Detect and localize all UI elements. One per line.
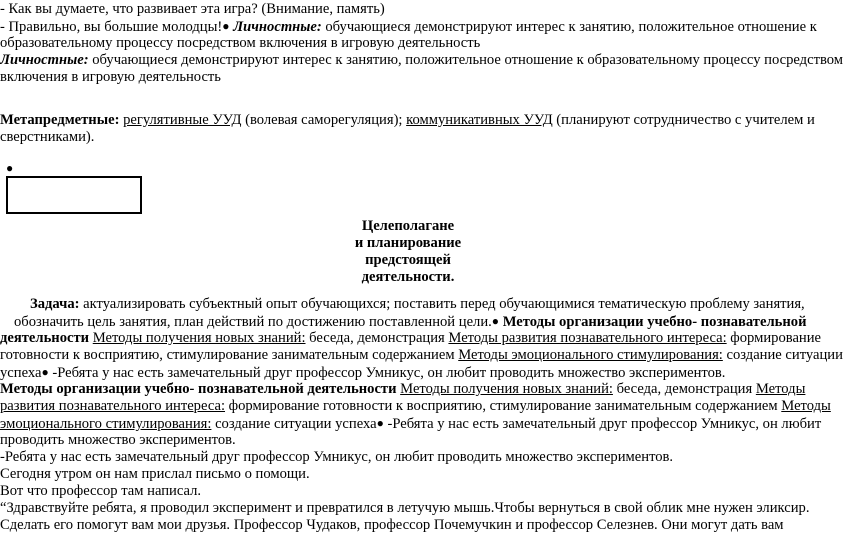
methods-emotional: Методы эмоционального стимулирования: [458,347,723,363]
methods-heading: Методы организации учебно- познавательной [499,314,807,330]
methods-interest: Методы развития познавательного интереса: [448,330,727,346]
methods-text: формирование готовности к восприятию, стимулирование занимательным содержанием [225,398,782,414]
text-line [0,330,821,347]
text-line [0,449,673,466]
communicative-note: (планируют сотрудничество с учителем и [552,112,815,128]
text-line [30,296,805,313]
section-title-line: деятельности. [361,269,455,285]
methods-text: беседа, демонстрация [612,381,756,397]
dialogue-text: проводить множество экспериментов. [0,432,236,448]
methods-text: создание ситуации [722,347,843,363]
text-line [0,517,784,534]
bullet-icon: ● [41,365,49,379]
text-line [0,381,805,398]
section-title-line: Целеполагане [361,218,455,234]
text-line [0,415,821,433]
text-line [0,35,480,52]
dialogue-text: -Ребята у нас есть замечательный друг профессор Умникус, он любит проводить множество экспериментов. [0,449,674,465]
task-heading: Задача: [30,296,80,312]
methods-text: успеха [0,365,42,381]
methods-heading: Методы организации учебно- познавательной деятельности [0,381,397,397]
bullet-icon: ● [222,19,230,33]
section-title-line: предстоящей [365,252,451,268]
bullet-icon: ● [491,314,500,328]
bullet-icon: ● [6,161,14,175]
personal-text: обучающиеся демонстрируют интерес к занятию, положительное отношение к [321,19,817,35]
methods-text: формирование [726,330,822,346]
methods-emotional: эмоционального стимулирования: [0,416,212,432]
methods-emotional: Методы [781,398,831,414]
text-line [0,129,94,146]
task-text: актуализировать субъектный опыт обучающихся; поставить перед обучающимися тематическую проблему занятия, [79,296,805,312]
methods-text: создание ситуации успеха [211,416,377,432]
text-line [0,1,385,18]
text-line [0,364,725,382]
personal-text: обучающиеся демонстрируют интерес к занятию, положительное отношение к образовательному процессу посредством [88,52,843,68]
methods-new-knowledge: Методы получения новых знаний: [92,330,306,346]
personal-text-cont: включения в игровую деятельность [0,69,221,85]
dialogue-text: Вот что профессор там написал. [0,483,202,499]
task-text: обозначить цель занятия, план действий по достижению поставленной цели. [14,314,492,330]
dialogue-text: -Ребята у нас есть замечательный друг профессор Умникус, он любит проводить множество экспериментов. [48,365,726,381]
methods-interest: развития познавательного интереса: [0,398,226,414]
methods-text: беседа, демонстрация [305,330,449,346]
personal-heading: Личностные: [0,52,89,68]
question-text: - Как вы думаете, что развивает эта игра? (Внимание, память) [0,1,385,17]
methods-interest: Методы [755,381,806,397]
regulative-note: (волевая саморегуляция); [241,112,407,128]
text-line [0,52,843,69]
methods-new-knowledge: Методы получения новых знаний: [400,381,613,397]
praise-text: - Правильно, вы большие молодцы! [0,19,223,35]
communicative-note-cont: сверстниками). [0,129,95,145]
methods-text: готовности к восприятию, стимулирование занимательным содержанием [0,347,459,363]
dialogue-text: Сегодня утром он нам прислал письмо о помощи. [0,466,310,482]
text-line [0,18,817,36]
communicative-link: коммуникативных УУД [406,112,553,128]
text-line [0,69,221,86]
methods-heading: деятельности [0,330,90,346]
text-line [0,432,236,449]
text-line [0,483,201,500]
text-line [0,112,815,129]
metasubject-heading: Метапредметные: [0,112,120,128]
letter-text: “Здравствуйте ребята, я проводил эксперимент и превратился в летучую мышь.Чтобы вернуться в свой облик мне нужен эликсир. [0,500,810,516]
text-line [0,398,831,415]
dialogue-text: -Ребята у нас есть замечательный друг профессор Умникус, он любит [383,416,822,432]
section-title-line: и планирование [354,235,462,251]
text-line [0,466,310,483]
bullet-icon: ● [376,416,384,430]
letter-text: Сделать его помогут вам мои друзья. Профессор Чудаков, профессор Почемучкин и профессор Селезнев. Они могут дать вам [0,517,784,533]
empty-frame-box [6,176,142,214]
text-line [14,313,806,331]
text-line [0,347,843,364]
personal-text-cont: образовательному процессу посредством включения в игровую деятельность [0,35,481,51]
personal-heading: Личностные: [229,19,322,35]
text-line [0,500,809,517]
regulative-link: регулятивные УУД [123,112,242,128]
